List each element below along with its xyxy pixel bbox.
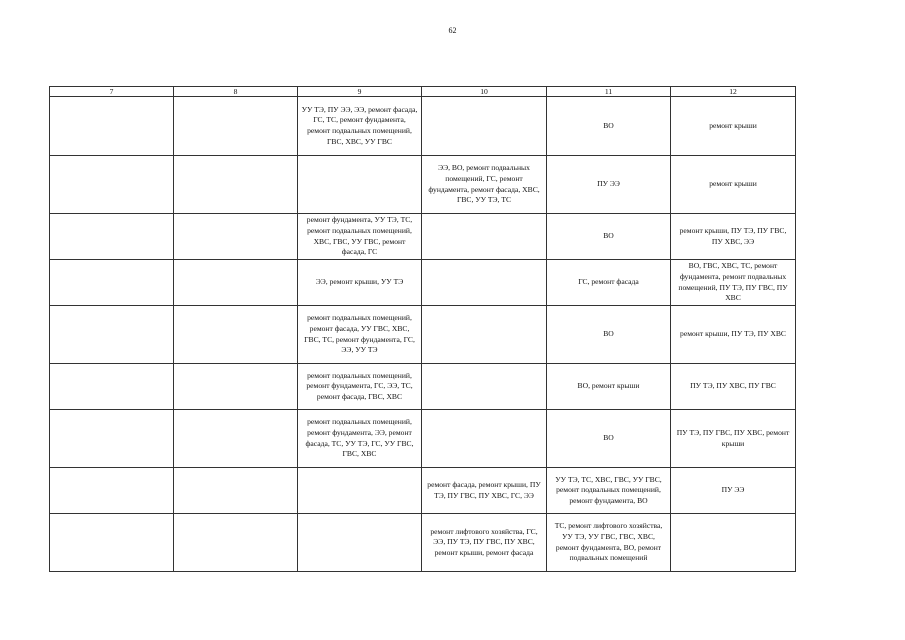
cell-col-12: ремонт крыши (671, 156, 796, 214)
cell-col-7 (50, 214, 174, 260)
column-header-10: 10 (422, 87, 547, 97)
cell-col-11: ТС, ремонт лифтового хозяйства, УУ ТЭ, УУ ГВС, ГВС, ХВС, ремонт фундамента, ВО, ремонт подвальных помещений (547, 514, 671, 572)
table-row (50, 260, 796, 306)
cell-col-9 (298, 156, 422, 214)
cell-col-8 (174, 468, 298, 514)
cell-col-9: ремонт подвальных помещений, ремонт фасада, УУ ГВС, ХВС, ГВС, ТС, ремонт фундамента, ГС, ЭЭ, УУ ТЭ (298, 306, 422, 364)
cell-col-7 (50, 260, 174, 306)
cell-col-12: ВО, ГВС, ХВС, ТС, ремонт фундамента, ремонт подвальных помещений, ПУ ТЭ, ПУ ГВС, ПУ ХВС (671, 260, 796, 306)
cell-col-11: ВО (547, 214, 671, 260)
cell-col-9: УУ ТЭ, ПУ ЭЭ, ЭЭ, ремонт фасада, ГС, ТС, ремонт фундамента, ремонт подвальных помещений, ГВС, ХВС, УУ ГВС (298, 97, 422, 156)
cell-col-10 (422, 97, 547, 156)
column-header-7: 7 (50, 87, 174, 97)
column-header-9: 9 (298, 87, 422, 97)
cell-col-8 (174, 260, 298, 306)
table-row (50, 156, 796, 214)
cell-col-9: ремонт подвальных помещений, ремонт фундамента, ГС, ЭЭ, ТС, ремонт фасада, ГВС, ХВС (298, 364, 422, 410)
cell-col-11: УУ ТЭ, ТС, ХВС, ГВС, УУ ГВС, ремонт подвальных помещений, ремонт фундамента, ВО (547, 468, 671, 514)
cell-col-10: ЭЭ, ВО, ремонт подвальных помещений, ГС, ремонт фундамента, ремонт фасада, ХВС, ГВС, УУ ТЭ, ТС (422, 156, 547, 214)
cell-col-9 (298, 514, 422, 572)
cell-col-7 (50, 97, 174, 156)
cell-col-11: ВО (547, 306, 671, 364)
cell-col-9: ЭЭ, ремонт крыши, УУ ТЭ (298, 260, 422, 306)
table-row (50, 514, 796, 572)
cell-col-10: ремонт фасада, ремонт крыши, ПУ ТЭ, ПУ ГВС, ПУ ХВС, ГС, ЭЭ (422, 468, 547, 514)
cell-col-12: ПУ ТЭ, ПУ ГВС, ПУ ХВС, ремонт крыши (671, 410, 796, 468)
column-header-11: 11 (547, 87, 671, 97)
cell-col-12: ремонт крыши, ПУ ТЭ, ПУ ГВС, ПУ ХВС, ЭЭ (671, 214, 796, 260)
table-row (50, 468, 796, 514)
cell-col-12: ПУ ТЭ, ПУ ХВС, ПУ ГВС (671, 364, 796, 410)
cell-col-10 (422, 306, 547, 364)
cell-col-10 (422, 260, 547, 306)
page-number: 62 (448, 26, 457, 35)
cell-col-12: ремонт крыши (671, 97, 796, 156)
cell-col-9 (298, 468, 422, 514)
column-header-8: 8 (174, 87, 298, 97)
table-row (50, 214, 796, 260)
table-row (50, 364, 796, 410)
cell-col-7 (50, 306, 174, 364)
table-row (50, 97, 796, 156)
cell-col-11: ВО (547, 97, 671, 156)
cell-col-7 (50, 156, 174, 214)
cell-col-11: ГС, ремонт фасада (547, 260, 671, 306)
cell-col-8 (174, 156, 298, 214)
cell-col-7 (50, 364, 174, 410)
cell-col-11: ВО (547, 410, 671, 468)
cell-col-9: ремонт подвальных помещений, ремонт фундамента, ЭЭ, ремонт фасада, ТС, УУ ТЭ, ГС, УУ ГВС, ГВС, ХВС (298, 410, 422, 468)
cell-col-10 (422, 410, 547, 468)
cell-col-8 (174, 97, 298, 156)
cell-col-11: ПУ ЭЭ (547, 156, 671, 214)
cell-col-7 (50, 514, 174, 572)
cell-col-9: ремонт фундамента, УУ ТЭ, ТС, ремонт подвальных помещений, ХВС, ГВС, УУ ГВС, ремонт фасада, ГС (298, 214, 422, 260)
cell-col-11: ВО, ремонт крыши (547, 364, 671, 410)
header-row (50, 87, 796, 97)
cell-col-8 (174, 214, 298, 260)
cell-col-12: ремонт крыши, ПУ ТЭ, ПУ ХВС (671, 306, 796, 364)
cell-col-10 (422, 214, 547, 260)
cell-col-8 (174, 410, 298, 468)
table-row (50, 306, 796, 364)
cell-col-12: ПУ ЭЭ (671, 468, 796, 514)
cell-col-10 (422, 364, 547, 410)
cell-col-10: ремонт лифтового хозяйства, ГС, ЭЭ, ПУ ТЭ, ПУ ГВС, ПУ ХВС, ремонт крыши, ремонт фасада (422, 514, 547, 572)
column-header-12: 12 (671, 87, 796, 97)
table-row (50, 410, 796, 468)
works-table (49, 86, 796, 572)
cell-col-12 (671, 514, 796, 572)
cell-col-7 (50, 410, 174, 468)
cell-col-8 (174, 364, 298, 410)
cell-col-7 (50, 468, 174, 514)
cell-col-8 (174, 306, 298, 364)
cell-col-8 (174, 514, 298, 572)
